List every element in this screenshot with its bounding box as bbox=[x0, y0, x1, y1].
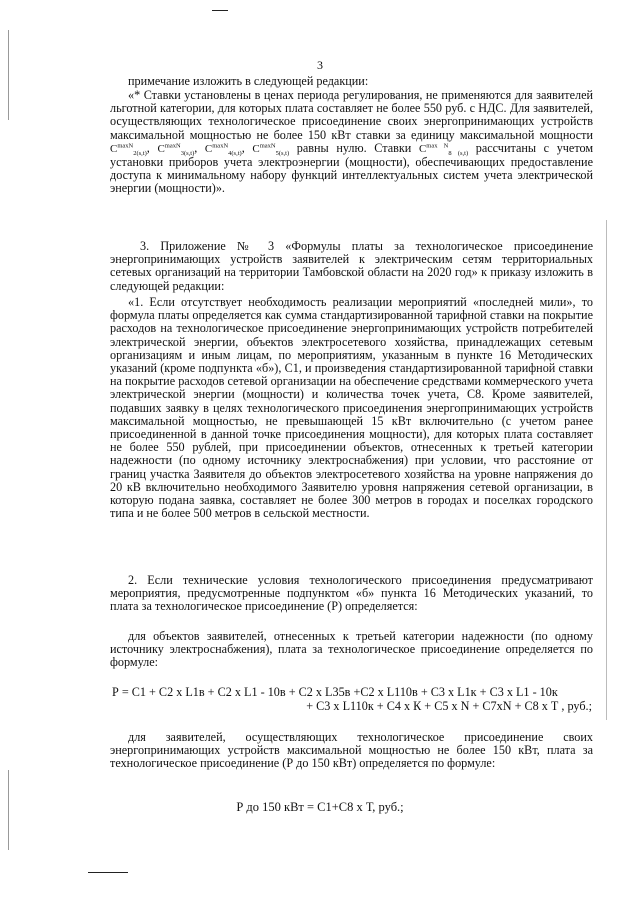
symbol-c4: $C^{maxN}_{4(s,t)}$ bbox=[204, 142, 242, 157]
paragraph-clause-1: «1. Если отсутствует необходимость реализации мероприятий «последней мили», то формула платы определяется как сумма стандартизированной тарифной ставки на покрытие расходов на технологическое присоединение энергопринимающих устройств потребителей электрической энергии, объектов электросетевого хозяйства, принадлежащих сетевым организациям и иным лицам, по мероприятиям, указанным в пункте 16 Методических указаний (кроме подпункта «б»), С1, и произведения стандартизированной тарифной ставки на покрытие расходов сетевой организации на обеспечение средствами коммерческого учета электрической энергии (мощности) и количества точек учета, С8. Кроме заявителей, подавших заявку в целях технологического присоединения энергопринимающих устройств максимальной мощностью, не превышающей 15 кВт включительно (с учетом ранее присоединенной в данной точке присоединения мощности), для которых плата составляет не более 550 рублей, при присоединении объектов, отнесенных к третьей категории надежности (по одному источнику электроснабжения) при условии, что расстояние от границ участка Заявителя до объектов электросетевого хозяйства на уровне напряжения до 20 кВ включительно необходимого Заявителю уровня напряжения сетевой организации, в которую подана заявка, составляет не более 300 метров в городах и поселках городского типа и не более 500 метров в сельской местности. bbox=[110, 295, 593, 521]
paragraph-clause-2: 2. Если технические условия технологического присоединения предусматривают мероприятия, предусмотренные подпунктом «б» пункта 16 Методических указаний, то плата за технологическое присоединение (Р) определяется: bbox=[110, 573, 593, 614]
scan-edge-right bbox=[606, 220, 607, 720]
paragraph-item-3: 3. Приложение № 3 «Формулы платы за технологическое присоединение энергопринимающих устройств заявителей к электрическим сетям территориальных сетевых организаций на территории Тамбовской области на 2020 год» к приказу изложить в следующей редакции: bbox=[110, 239, 593, 293]
formula-line-1: Р = С1 + С2 х L1в + С2 х L1 - 10в + С2 х L35в +С2 х L110в + С3 х L1к + С3 х L1 - 10к bbox=[112, 685, 558, 699]
symbol-c2: $C^{maxN}_{2(s,t)}$ bbox=[110, 142, 147, 157]
formula-line-2: + С3 х L110к + С4 х К + С5 х N + С7хN + С8 х Т , руб.; bbox=[306, 699, 592, 713]
scan-edge-left-top bbox=[8, 30, 9, 120]
note-heading: примечание изложить в следующей редакции: bbox=[128, 74, 369, 88]
scan-edge-left-bottom bbox=[8, 770, 9, 850]
paragraph-note-body: «* Ставки установлены в ценах периода регулирования, не применяются для заявителей льготной категории, для которых плата составляет не более 550 руб. с НДС. Для заявителей, осуществляющих технологическое присоединение своих энергопринимающих устройств максимальной мощностью не более 150 кВт ставки за единицу максимальной мощности $C^{maxN}_{2(s,t)}$, $C^{maxN}_{3(s,t)}$, $C^{maxN}_{4(s,t)}$, $C^{maxN}_{5(s,t)}$ равны нулю. Ставки $C^{max N}_{8 (s,t)}$ рассчитаны с учетом установки приборов учета электроэнергии (мощности), обеспечивающих предоставление доступа к минимальному набору функций интеллектуальных систем учета электрической энергии (мощности)». bbox=[110, 88, 594, 196]
formula-150kw: Р до 150 кВт = С1+С8 х Т, руб.; bbox=[236, 800, 404, 814]
scan-mark-top bbox=[212, 10, 228, 11]
paragraph-note-heading bbox=[110, 75, 593, 88]
symbol-c5: $C^{maxN}_{5(s,t)}$ bbox=[252, 142, 290, 157]
formula-total-fee bbox=[112, 685, 600, 713]
paragraph-category-3: для объектов заявителей, отнесенных к третьей категории надежности (по одному источнику электроснабжения), плата за технологическое присоединение определяется по формуле: bbox=[110, 629, 593, 670]
note-body-a: «* Ставки установлены в ценах периода регулирования, не применяются для заявителей льготной категории, для которых плата составляет не более 550 руб. с НДС. Для заявителей, осуществляющих технологическое присоединение своих энергопринимающих устройств максимальной мощностью не более 150 кВт ставки за единицу максимальной мощности bbox=[110, 88, 593, 142]
symbol-c3: $C^{maxN}_{3(s,t)}$ bbox=[157, 142, 195, 157]
scan-mark-bottom bbox=[88, 872, 128, 873]
page-number: 3 bbox=[317, 58, 323, 72]
symbol-c8: $C^{max N}_{8 (s,t)}$ bbox=[418, 142, 469, 157]
note-body-b: равны нулю. Ставки bbox=[296, 140, 412, 155]
paragraph-150kw: для заявителей, осуществляющих технологическое присоединение своих энергопринимающих устройств максимальной мощностью не более 150 кВт, плата за технологическое присоединение (Р до 150 кВт) определяется по формуле: bbox=[110, 730, 593, 771]
note-body-c: рассчитаны с учетом установки приборов учета электроэнергии (мощности), обеспечивающих предоставление доступа к минимальному набору функций интеллектуальных систем учета электрической энергии (мощности)». bbox=[110, 140, 594, 196]
